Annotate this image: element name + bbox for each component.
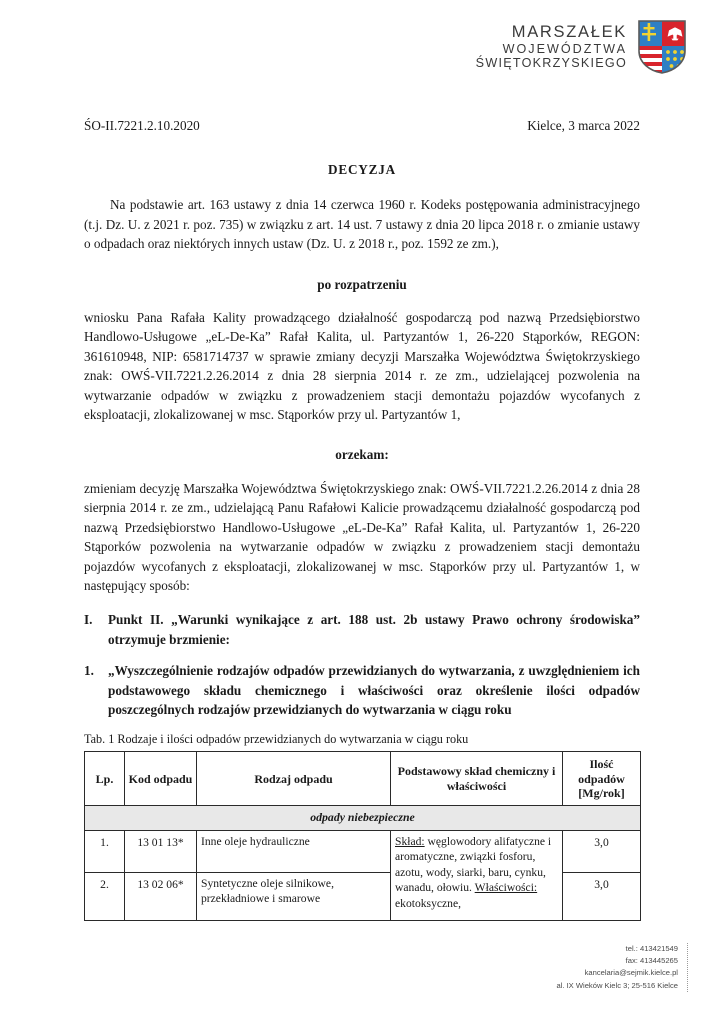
document-footer xyxy=(556,943,688,992)
case-reference-number: ŚO-II.7221.2.10.2020 xyxy=(84,118,200,133)
waste-types-table xyxy=(84,751,641,921)
document-title: DECYZJA xyxy=(328,162,396,177)
table-section-row-hazardous xyxy=(85,806,641,830)
document-header xyxy=(476,18,688,76)
clause-text: Punkt II. „Warunki wynikające z art. 188 ust. 2b ustawy Prawo ochrony środowiska” otrzymuje brzmienie: xyxy=(108,612,640,647)
coat-of-arms-icon xyxy=(636,18,688,76)
clause-roman-i xyxy=(84,610,640,649)
column-header-kind: Rodzaj odpadu xyxy=(197,752,391,806)
logo-line-swietokrzyskiego: ŚWIĘTOKRZYSKIEGO xyxy=(475,56,627,71)
clause-arabic-1 xyxy=(84,661,640,719)
table-header-row xyxy=(85,752,641,806)
application-paragraph: wniosku Pana Rafała Kality prowadzącego działalność gospodarczą pod nazwą Przedsiębiorstwo Handlowo-Usługowe „eL-De-Ka” Rafał Kalita, ul. Partyzantów 1, 26-220 Stąporków, REGON: 361610948, NIP: 6581714737 w sprawie zmiany decyzji Marszałka Województwa Świętokrzyskiego znak: OWŚ-VII.7221.2.26.2014 z dnia 28 sierpnia 2014 r. ze zm., udzielającej pozwolenia na wytwarzanie odpadów w związku z prowadzeniem stacji demontażu pojazdów wycofanych z eksploatacji, zlokalizowanej w msc. Stąporków przy ul. Partyzantów 1, xyxy=(84,310,640,423)
logo-line-wojewodztwa: WOJEWÓDZTWA xyxy=(502,42,627,57)
composition-label-wlasciwosci: Właściwości: xyxy=(474,881,538,895)
cell-lp: 2. xyxy=(85,872,125,920)
after-review-heading: po rozpatrzeniu xyxy=(317,276,407,292)
composition-text-wlasciwosci: ekotoksyczne, xyxy=(395,896,461,910)
legal-basis-paragraph: Na podstawie art. 163 ustawy z dnia 14 czerwca 1960 r. Kodeks postępowania administracyjnego (t.j. Dz. U. z 2021 r. poz. 735) w związku z art. 14 ust. 7 ustawy z dnia 20 lipca 2018 r. o zmianie ustawy o odpadach oraz niektórych innych ustaw (Dz. U. z 2018 r., poz. 1592 ze zm.), xyxy=(84,197,640,252)
cell-code: 13 01 13* xyxy=(125,830,197,872)
institution-logo-text xyxy=(476,23,627,70)
cell-code: 13 02 06* xyxy=(125,872,197,920)
document-body xyxy=(84,160,640,921)
footer-telephone: tel.: 413421549 xyxy=(625,943,678,953)
cell-amount: 3,0 xyxy=(563,830,641,872)
column-header-amount: Ilość odpadów [Mg/rok] xyxy=(563,752,641,806)
footer-email: kancelaria@sejmik.kielce.pl xyxy=(584,968,678,978)
column-header-composition: Podstawowy skład chemiczny i właściwości xyxy=(391,752,563,806)
clause-number: I. xyxy=(84,612,93,628)
place-and-date: Kielce, 3 marca 2022 xyxy=(527,118,640,133)
footer-address: al. IX Wieków Kielc 3; 25-516 Kielce xyxy=(556,980,678,990)
logo-line-marszalek: MARSZAŁEK xyxy=(511,23,627,42)
section-label: odpady niebezpieczne xyxy=(85,806,641,830)
clause-number: 1. xyxy=(84,663,94,679)
ruling-heading: orzekam: xyxy=(335,447,389,463)
cell-lp: 1. xyxy=(85,830,125,872)
footer-fax: fax: 413445265 xyxy=(625,956,678,966)
cell-composition xyxy=(391,830,563,920)
clause-text: „Wyszczególnienie rodzajów odpadów przewidzianych do wytwarzania, z uwzględnieniem ich podstawowego składu chemicznego i właściwości oraz określenie ilości odpadów poszczególnych rodzajów przewidzianych do wytwarzania w ciągu roku xyxy=(108,663,640,717)
table-row xyxy=(85,830,641,872)
table-caption: Tab. 1 Rodzaje i ilości odpadów przewidzianych do wytwarzania w ciągu roku xyxy=(84,732,469,747)
reference-line xyxy=(84,118,640,134)
cell-kind: Syntetyczne oleje silnikowe, przekładniowe i smarowe xyxy=(197,872,391,920)
ruling-paragraph: zmieniam decyzję Marszałka Województwa Świętokrzyskiego znak: OWŚ-VII.7221.2.26.2014 z dnia 28 sierpnia 2014 r. ze zm., udzielającą Panu Rafałowi Kalicie prowadzącemu działalność gospodarczą pod nazwą Przedsiębiorstwo Handlowo-Usługowe „eL-De-Ka” Rafał Kalita, ul. Partyzantów 1, 26-220 Stąporków pozwolenia na wytwarzanie odpadów w związku z prowadzeniem stacji demontażu pojazdów wycofanych z eksploatacji, zlokalizowanej w msc. Stąporków przy ul. Partyzantów 1, w następujący sposób: xyxy=(84,480,640,593)
composition-text-sklad: węglowodory alifatyczne i aromatyczne, związki fosforu, azotu, wody, siarki, baru, cynku, wanadu, ołowiu. xyxy=(395,834,552,895)
composition-label-sklad: Skład: xyxy=(395,834,425,848)
column-header-lp: Lp. xyxy=(85,752,125,806)
column-header-code: Kod odpadu xyxy=(125,752,197,806)
cell-kind: Inne oleje hydrauliczne xyxy=(197,830,391,872)
cell-amount: 3,0 xyxy=(563,872,641,920)
